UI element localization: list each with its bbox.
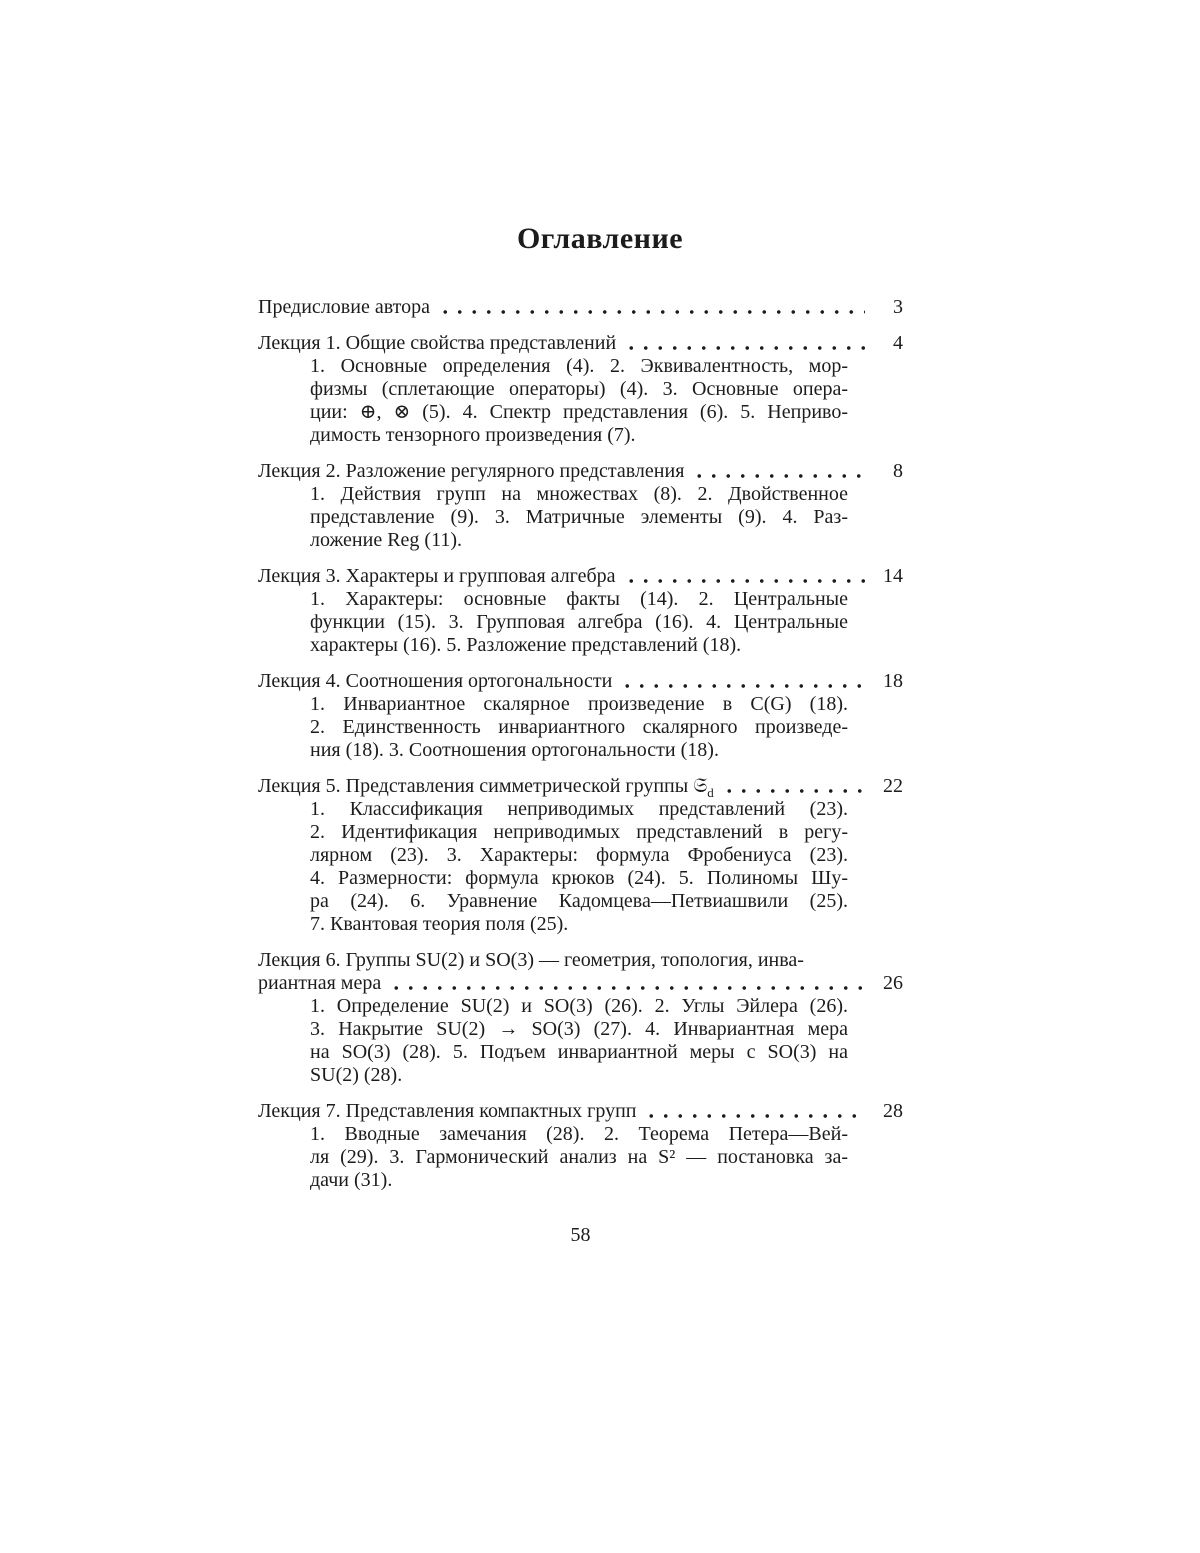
entry-title: Лекция 2. Разложение регулярного представления [258,460,685,482]
entry-page-number: 22 [883,775,903,797]
toc-entry-lecture-5 [258,775,903,936]
dot-leader [644,1113,865,1119]
toc-entry-preface [258,296,903,319]
subtopic-line: SU(2) (28). [310,1064,403,1086]
entry-title: Предисловие автора [258,296,430,318]
subtopic-line: дачи (31). [310,1169,393,1191]
entry-heading [258,332,903,355]
dot-leader [692,473,865,479]
entry-page-number: 3 [893,296,903,318]
subtopic-line: физмы (сплетающие операторы) (4). 3. Основные опера- [310,378,848,400]
subtopic-line: 1. Вводные замечания (28). 2. Теорема Петера—Вей- [310,1123,848,1145]
subtopic-line: 1. Инвариантное скалярное произведение в C(G) (18). [310,693,848,715]
entry-subtopics [310,995,848,1087]
subtopic-line: 1. Основные определения (4). 2. Эквивалентность, мор- [310,355,848,377]
dot-leader [620,683,865,689]
entry-heading [258,460,903,483]
entry-title-line-2: риантная мера [258,972,382,994]
entry-heading [258,670,903,693]
entry-page-number: 14 [883,565,903,587]
page-title: Оглавление [516,222,684,255]
subtopic-line: представление (9). 3. Матричные элементы (9). 4. Раз- [310,506,848,528]
toc-entry-lecture-1 [258,332,903,447]
entry-title: Лекция 1. Общие свойства представлений [258,332,617,354]
toc-entry-lecture-3 [258,565,903,657]
subtopic-line: ложение Reg (11). [310,529,462,551]
symbol-subscript: d [707,785,714,800]
subtopic-line: ра (24). 6. Уравнение Кадомцева—Петвиашвили (25). [310,890,848,912]
subtopic-line: характеры (16). 5. Разложение представлений (18). [310,634,742,656]
entry-title: Лекция 3. Характеры и групповая алгебра [258,565,616,587]
entry-title-text: Лекция 5. Представления симметрической группы [258,775,694,797]
dot-leader [438,309,865,315]
entry-subtopics [310,588,848,657]
entry-page-number: 18 [883,670,903,692]
toc-entry-lecture-7 [258,1100,903,1192]
entry-subtopics [310,355,848,447]
dot-leader [624,578,865,584]
subtopic-line: 2. Идентификация неприводимых представлений в регу- [310,821,848,843]
subtopic-line: лярном (23). 3. Характеры: формула Фробениуса (23). [310,844,848,866]
entry-heading [258,775,903,798]
entry-subtopics [310,483,848,552]
fraktur-S-symbol: 𝔖 [693,775,708,797]
subtopic-line: 1. Действия групп на множествах (8). 2. Двойственное [310,483,848,505]
subtopic-line: 3. Накрытие SU(2) → SO(3) (27). 4. Инвариантная мера [310,1018,848,1040]
entry-title: Лекция 4. Соотношения ортогональности [258,670,613,692]
entry-page-number: 26 [883,972,903,994]
subtopic-line: ния (18). 3. Соотношения ортогональности (18). [310,739,719,761]
toc-entry-lecture-6 [258,949,903,1087]
subtopic-line: 2. Единственность инвариантного скалярного произведе- [310,716,848,738]
subtopic-line: ля (29). 3. Гармонический анализ на S² — постановка за- [310,1146,848,1168]
subtopic-line: функции (15). 3. Групповая алгебра (16). 4. Центральные [310,611,848,633]
dot-leader [624,345,865,351]
subtopic-line: 1. Классификация неприводимых представлений (23). [310,798,848,820]
subtopic-line: на SO(3) (28). 5. Подъем инвариантной меры с SO(3) на [310,1041,848,1063]
entry-heading [258,296,903,319]
dot-leader [389,985,865,991]
subtopic-line: 7. Квантовая теория поля (25). [310,913,569,935]
toc-entry-lecture-4 [258,670,903,762]
entry-subtopics [310,693,848,762]
entry-title [258,775,714,798]
footer-page-number: 58 [570,1224,591,1246]
subtopic-line: 1. Характеры: основные факты (14). 2. Центральные [310,588,848,610]
entry-subtopics [310,798,848,936]
subtopic-line: 4. Размерности: формула крюков (24). 5. Полиномы Шу- [310,867,848,889]
table-of-contents [258,296,903,1192]
subtopic-line: димость тензорного произведения (7). [310,424,636,446]
subtopic-line: ции: ⊕, ⊗ (5). 4. Спектр представления (6). 5. Неприво- [310,401,848,423]
toc-entry-lecture-2 [258,460,903,552]
entry-subtopics [310,1123,848,1192]
entry-page-number: 4 [893,332,903,354]
entry-heading [258,1100,903,1123]
entry-heading [258,565,903,588]
entry-title: Лекция 7. Представления компактных групп [258,1100,637,1122]
entry-title-line-1: Лекция 6. Группы SU(2) и SO(3) — геометрия, топология, инва- [258,949,804,971]
dot-leader [722,788,865,794]
entry-page-number: 8 [893,460,903,482]
entry-heading [258,972,903,995]
subtopic-line: 1. Определение SU(2) и SO(3) (26). 2. Углы Эйлера (26). [310,995,848,1017]
entry-page-number: 28 [883,1100,903,1122]
